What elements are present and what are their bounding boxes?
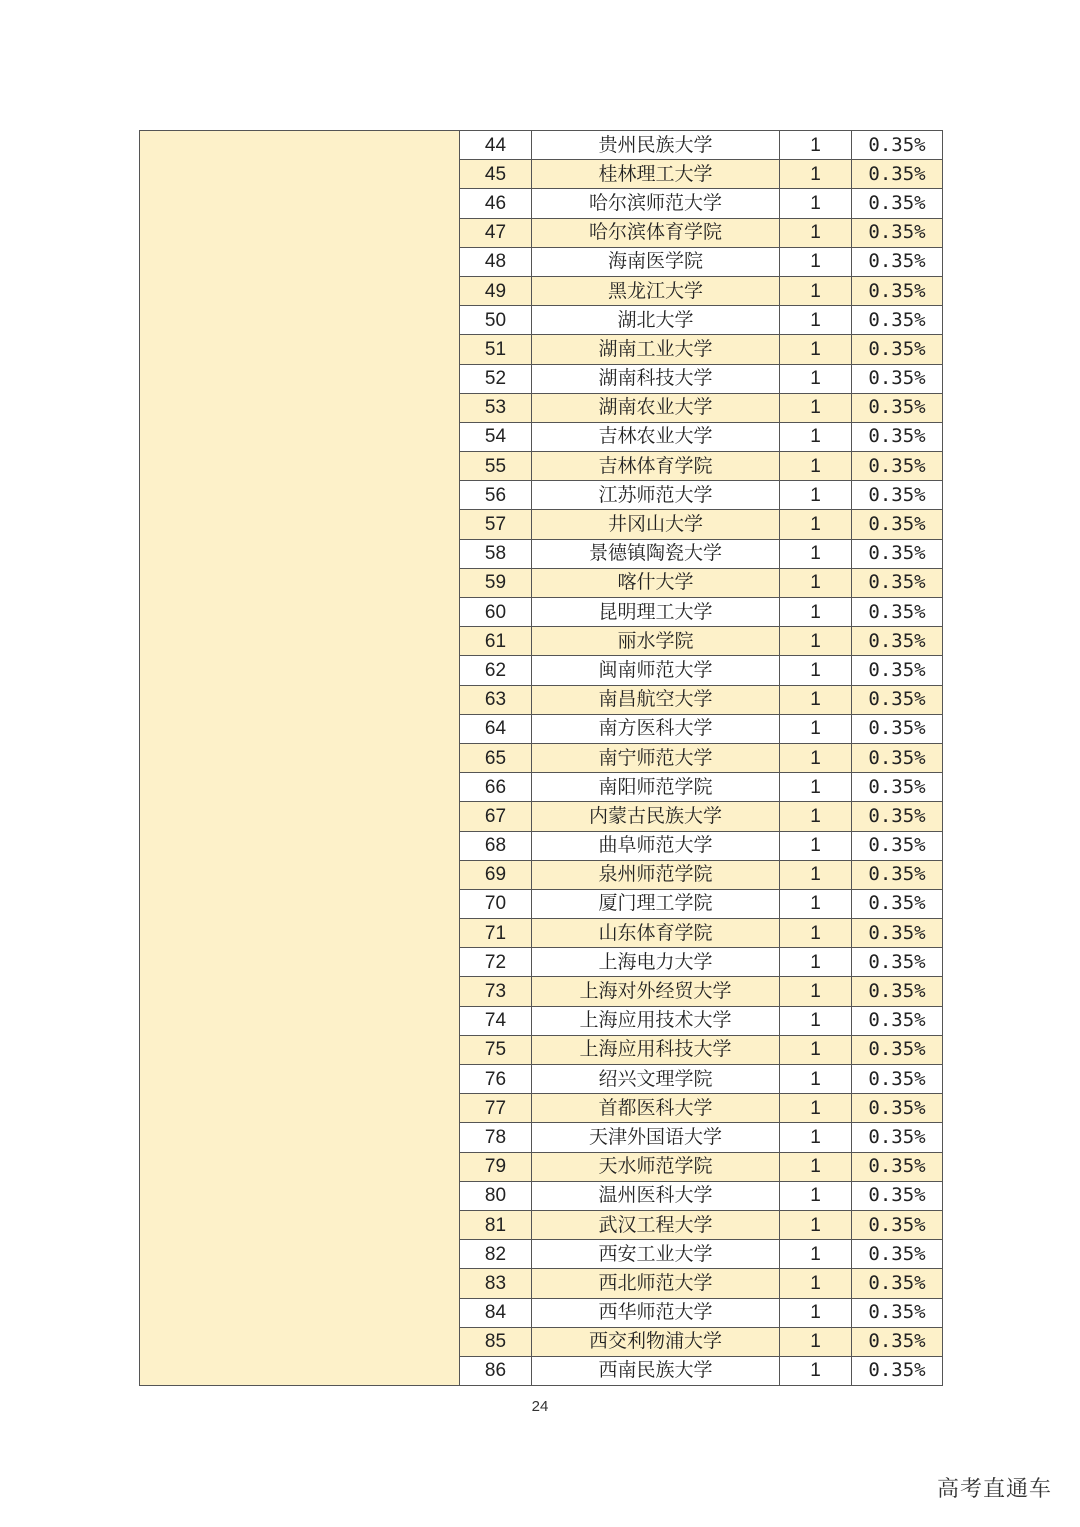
percent-cell: 0.35% [852, 131, 943, 160]
count-cell: 1 [780, 831, 852, 860]
count-cell: 1 [780, 481, 852, 510]
percent-cell: 0.35% [852, 714, 943, 743]
university-name-cell: 湖南科技大学 [532, 364, 780, 393]
count-cell: 1 [780, 1152, 852, 1181]
count-cell: 1 [780, 1065, 852, 1094]
university-name-cell: 厦门理工学院 [532, 889, 780, 918]
percent-cell: 0.35% [852, 743, 943, 772]
count-cell: 1 [780, 948, 852, 977]
university-name-cell: 贵州民族大学 [532, 131, 780, 160]
row-index-cell: 61 [460, 627, 532, 656]
page-number: 24 [531, 1398, 549, 1415]
university-name-cell: 湖南农业大学 [532, 393, 780, 422]
count-cell: 1 [780, 889, 852, 918]
row-index-cell: 56 [460, 481, 532, 510]
university-name-cell: 曲阜师范大学 [532, 831, 780, 860]
row-index-cell: 70 [460, 889, 532, 918]
percent-cell: 0.35% [852, 160, 943, 189]
university-name-cell: 西交利物浦大学 [532, 1327, 780, 1356]
count-cell: 1 [780, 685, 852, 714]
count-cell: 1 [780, 306, 852, 335]
row-index-cell: 50 [460, 306, 532, 335]
university-name-cell: 上海应用技术大学 [532, 1006, 780, 1035]
count-cell: 1 [780, 335, 852, 364]
count-cell: 1 [780, 247, 852, 276]
percent-cell: 0.35% [852, 889, 943, 918]
count-cell: 1 [780, 568, 852, 597]
row-index-cell: 84 [460, 1298, 532, 1327]
percent-cell: 0.35% [852, 948, 943, 977]
percent-cell: 0.35% [852, 1269, 943, 1298]
row-index-cell: 86 [460, 1356, 532, 1385]
university-name-cell: 天津外国语大学 [532, 1123, 780, 1152]
table-row [140, 131, 943, 160]
row-index-cell: 76 [460, 1065, 532, 1094]
university-name-cell: 武汉工程大学 [532, 1210, 780, 1239]
university-name-cell: 昆明理工大学 [532, 598, 780, 627]
university-name-cell: 哈尔滨师范大学 [532, 189, 780, 218]
watermark-text: 高考直通车 [936, 1477, 1052, 1502]
row-index-cell: 72 [460, 948, 532, 977]
percent-cell: 0.35% [852, 598, 943, 627]
count-cell: 1 [780, 743, 852, 772]
percent-cell: 0.35% [852, 831, 943, 860]
university-name-cell: 哈尔滨体育学院 [532, 218, 780, 247]
percent-cell: 0.35% [852, 1035, 943, 1064]
percent-cell: 0.35% [852, 977, 943, 1006]
university-name-cell: 丽水学院 [532, 627, 780, 656]
percent-cell: 0.35% [852, 773, 943, 802]
row-index-cell: 80 [460, 1181, 532, 1210]
percent-cell: 0.35% [852, 276, 943, 305]
percent-cell: 0.35% [852, 510, 943, 539]
percent-cell: 0.35% [852, 1210, 943, 1239]
count-cell: 1 [780, 1035, 852, 1064]
row-index-cell: 58 [460, 539, 532, 568]
percent-cell: 0.35% [852, 422, 943, 451]
row-index-cell: 75 [460, 1035, 532, 1064]
count-cell: 1 [780, 539, 852, 568]
row-index-cell: 71 [460, 919, 532, 948]
count-cell: 1 [780, 1356, 852, 1385]
percent-cell: 0.35% [852, 860, 943, 889]
count-cell: 1 [780, 919, 852, 948]
row-index-cell: 78 [460, 1123, 532, 1152]
row-index-cell: 45 [460, 160, 532, 189]
count-cell: 1 [780, 1240, 852, 1269]
row-index-cell: 73 [460, 977, 532, 1006]
count-cell: 1 [780, 1181, 852, 1210]
university-name-cell: 湖北大学 [532, 306, 780, 335]
row-index-cell: 59 [460, 568, 532, 597]
percent-cell: 0.35% [852, 189, 943, 218]
percent-cell: 0.35% [852, 218, 943, 247]
count-cell: 1 [780, 714, 852, 743]
row-index-cell: 54 [460, 422, 532, 451]
percent-cell: 0.35% [852, 1240, 943, 1269]
row-index-cell: 69 [460, 860, 532, 889]
row-index-cell: 65 [460, 743, 532, 772]
percent-cell: 0.35% [852, 335, 943, 364]
row-index-cell: 51 [460, 335, 532, 364]
percent-cell: 0.35% [852, 1123, 943, 1152]
row-index-cell: 55 [460, 452, 532, 481]
count-cell: 1 [780, 510, 852, 539]
count-cell: 1 [780, 218, 852, 247]
percent-cell: 0.35% [852, 1094, 943, 1123]
row-index-cell: 46 [460, 189, 532, 218]
university-name-cell: 喀什大学 [532, 568, 780, 597]
percent-cell: 0.35% [852, 393, 943, 422]
university-name-cell: 南方医科大学 [532, 714, 780, 743]
university-name-cell: 山东体育学院 [532, 919, 780, 948]
row-index-cell: 49 [460, 276, 532, 305]
count-cell: 1 [780, 422, 852, 451]
university-name-cell: 海南医学院 [532, 247, 780, 276]
percent-cell: 0.35% [852, 247, 943, 276]
group-cell [140, 131, 460, 1386]
university-name-cell: 景德镇陶瓷大学 [532, 539, 780, 568]
count-cell: 1 [780, 452, 852, 481]
count-cell: 1 [780, 1298, 852, 1327]
percent-cell: 0.35% [852, 306, 943, 335]
university-name-cell: 绍兴文理学院 [532, 1065, 780, 1094]
university-name-cell: 闽南师范大学 [532, 656, 780, 685]
row-index-cell: 66 [460, 773, 532, 802]
row-index-cell: 81 [460, 1210, 532, 1239]
count-cell: 1 [780, 364, 852, 393]
university-name-cell: 湖南工业大学 [532, 335, 780, 364]
percent-cell: 0.35% [852, 1356, 943, 1385]
row-index-cell: 82 [460, 1240, 532, 1269]
row-index-cell: 60 [460, 598, 532, 627]
university-name-cell: 黑龙江大学 [532, 276, 780, 305]
row-index-cell: 52 [460, 364, 532, 393]
count-cell: 1 [780, 627, 852, 656]
count-cell: 1 [780, 1123, 852, 1152]
university-table [139, 130, 943, 1386]
university-name-cell: 桂林理工大学 [532, 160, 780, 189]
count-cell: 1 [780, 773, 852, 802]
row-index-cell: 62 [460, 656, 532, 685]
count-cell: 1 [780, 860, 852, 889]
count-cell: 1 [780, 656, 852, 685]
percent-cell: 0.35% [852, 568, 943, 597]
university-name-cell: 吉林农业大学 [532, 422, 780, 451]
university-name-cell: 泉州师范学院 [532, 860, 780, 889]
university-name-cell: 上海电力大学 [532, 948, 780, 977]
university-name-cell: 井冈山大学 [532, 510, 780, 539]
percent-cell: 0.35% [852, 1065, 943, 1094]
count-cell: 1 [780, 1269, 852, 1298]
count-cell: 1 [780, 276, 852, 305]
row-index-cell: 48 [460, 247, 532, 276]
count-cell: 1 [780, 977, 852, 1006]
percent-cell: 0.35% [852, 1152, 943, 1181]
university-name-cell: 上海对外经贸大学 [532, 977, 780, 1006]
count-cell: 1 [780, 598, 852, 627]
count-cell: 1 [780, 1006, 852, 1035]
university-name-cell: 南宁师范大学 [532, 743, 780, 772]
percent-cell: 0.35% [852, 656, 943, 685]
university-name-cell: 西安工业大学 [532, 1240, 780, 1269]
percent-cell: 0.35% [852, 627, 943, 656]
row-index-cell: 85 [460, 1327, 532, 1356]
university-name-cell: 南昌航空大学 [532, 685, 780, 714]
percent-cell: 0.35% [852, 364, 943, 393]
university-name-cell: 上海应用科技大学 [532, 1035, 780, 1064]
university-name-cell: 首都医科大学 [532, 1094, 780, 1123]
row-index-cell: 47 [460, 218, 532, 247]
university-name-cell: 温州医科大学 [532, 1181, 780, 1210]
count-cell: 1 [780, 1327, 852, 1356]
percent-cell: 0.35% [852, 802, 943, 831]
row-index-cell: 57 [460, 510, 532, 539]
count-cell: 1 [780, 802, 852, 831]
row-index-cell: 79 [460, 1152, 532, 1181]
count-cell: 1 [780, 189, 852, 218]
percent-cell: 0.35% [852, 539, 943, 568]
percent-cell: 0.35% [852, 481, 943, 510]
percent-cell: 0.35% [852, 1327, 943, 1356]
row-index-cell: 74 [460, 1006, 532, 1035]
university-name-cell: 南阳师范学院 [532, 773, 780, 802]
percent-cell: 0.35% [852, 685, 943, 714]
percent-cell: 0.35% [852, 1181, 943, 1210]
row-index-cell: 63 [460, 685, 532, 714]
row-index-cell: 68 [460, 831, 532, 860]
row-index-cell: 83 [460, 1269, 532, 1298]
row-index-cell: 67 [460, 802, 532, 831]
university-name-cell: 西北师范大学 [532, 1269, 780, 1298]
count-cell: 1 [780, 1094, 852, 1123]
university-name-cell: 西华师范大学 [532, 1298, 780, 1327]
row-index-cell: 64 [460, 714, 532, 743]
university-name-cell: 天水师范学院 [532, 1152, 780, 1181]
count-cell: 1 [780, 160, 852, 189]
count-cell: 1 [780, 131, 852, 160]
university-name-cell: 江苏师范大学 [532, 481, 780, 510]
percent-cell: 0.35% [852, 919, 943, 948]
university-name-cell: 西南民族大学 [532, 1356, 780, 1385]
count-cell: 1 [780, 393, 852, 422]
row-index-cell: 44 [460, 131, 532, 160]
count-cell: 1 [780, 1210, 852, 1239]
university-name-cell: 吉林体育学院 [532, 452, 780, 481]
percent-cell: 0.35% [852, 1006, 943, 1035]
row-index-cell: 77 [460, 1094, 532, 1123]
percent-cell: 0.35% [852, 1298, 943, 1327]
row-index-cell: 53 [460, 393, 532, 422]
percent-cell: 0.35% [852, 452, 943, 481]
table-body [140, 131, 943, 1386]
university-name-cell: 内蒙古民族大学 [532, 802, 780, 831]
